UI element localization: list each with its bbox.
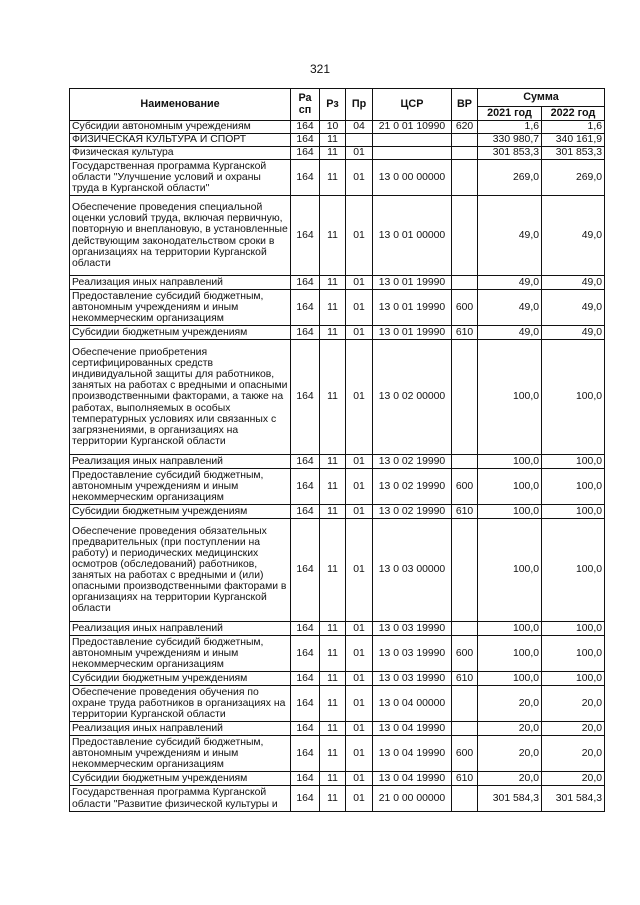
row-rasp: 164	[291, 455, 320, 469]
row-rz: 11	[320, 147, 346, 160]
table-row	[70, 786, 605, 812]
table-row	[70, 326, 605, 340]
row-rz: 11	[320, 672, 346, 686]
row-vr	[452, 160, 478, 196]
row-sum-2022: 100,0	[542, 340, 605, 455]
row-name: Субсидии бюджетным учреждениям	[70, 505, 291, 519]
row-pr: 01	[346, 505, 373, 519]
row-sum-2022: 49,0	[542, 196, 605, 276]
row-sum-2021: 20,0	[478, 772, 542, 786]
row-rasp: 164	[291, 469, 320, 505]
row-rasp: 164	[291, 636, 320, 672]
row-vr: 600	[452, 469, 478, 505]
row-sum-2022: 20,0	[542, 772, 605, 786]
table-row	[70, 121, 605, 134]
row-rz: 11	[320, 686, 346, 722]
row-csr: 13 0 02 00000	[373, 340, 452, 455]
row-vr	[452, 147, 478, 160]
row-rz: 11	[320, 160, 346, 196]
row-rasp: 164	[291, 736, 320, 772]
table-row	[70, 134, 605, 147]
row-sum-2022: 49,0	[542, 276, 605, 290]
row-csr: 13 0 04 19990	[373, 722, 452, 736]
row-pr: 01	[346, 160, 373, 196]
row-sum-2022: 100,0	[542, 519, 605, 622]
row-sum-2022: 100,0	[542, 672, 605, 686]
row-rz: 11	[320, 326, 346, 340]
row-pr: 01	[346, 636, 373, 672]
row-rasp: 164	[291, 326, 320, 340]
row-name: Предоставление субсидий бюджетным, автономным учреждениям и иным некоммерческим организациям	[70, 636, 291, 672]
header-sum: Сумма	[478, 89, 605, 107]
row-vr	[452, 622, 478, 636]
row-sum-2022: 340 161,9	[542, 134, 605, 147]
row-rz: 11	[320, 134, 346, 147]
table-row	[70, 772, 605, 786]
header-csr: ЦСР	[373, 89, 452, 121]
row-sum-2022: 269,0	[542, 160, 605, 196]
row-csr: 13 0 03 19990	[373, 672, 452, 686]
row-rz: 11	[320, 290, 346, 326]
row-name: Субсидии автономным учреждениям	[70, 121, 291, 134]
row-pr: 01	[346, 672, 373, 686]
row-vr	[452, 686, 478, 722]
row-rz: 11	[320, 276, 346, 290]
row-pr: 01	[346, 290, 373, 326]
row-pr	[346, 134, 373, 147]
header-rz: Рз	[320, 89, 346, 121]
row-name: Физическая культура	[70, 147, 291, 160]
row-pr: 01	[346, 469, 373, 505]
row-rasp: 164	[291, 622, 320, 636]
row-rz: 11	[320, 340, 346, 455]
row-name: Субсидии бюджетным учреждениям	[70, 672, 291, 686]
table-row	[70, 519, 605, 622]
row-sum-2022: 49,0	[542, 326, 605, 340]
table-row	[70, 276, 605, 290]
row-sum-2021: 100,0	[478, 455, 542, 469]
row-pr: 01	[346, 519, 373, 622]
row-pr: 01	[346, 686, 373, 722]
row-rz: 11	[320, 786, 346, 812]
row-sum-2022: 100,0	[542, 636, 605, 672]
row-csr	[373, 147, 452, 160]
row-rz: 11	[320, 519, 346, 622]
row-name: Субсидии бюджетным учреждениям	[70, 772, 291, 786]
table-row	[70, 290, 605, 326]
row-sum-2021: 269,0	[478, 160, 542, 196]
row-vr: 610	[452, 326, 478, 340]
row-vr	[452, 134, 478, 147]
header-2021: 2021 год	[478, 107, 542, 121]
header-rasp: Ра сп	[291, 89, 320, 121]
row-name: Государственная программа Курганской области "Улучшение условий и охраны труда в Курганской области"	[70, 160, 291, 196]
row-pr: 01	[346, 786, 373, 812]
row-pr: 04	[346, 121, 373, 134]
row-rasp: 164	[291, 786, 320, 812]
row-rz: 11	[320, 622, 346, 636]
row-sum-2022: 301 584,3	[542, 786, 605, 812]
row-rasp: 164	[291, 686, 320, 722]
row-pr: 01	[346, 622, 373, 636]
row-vr: 620	[452, 121, 478, 134]
row-vr: 600	[452, 290, 478, 326]
row-name: Обеспечение проведения специальной оценки условий труда, включая первичную, повторную и внеплановую, в установленные действующим законодательством сроки в организациях на территории Курганской области	[70, 196, 291, 276]
header-vr: ВР	[452, 89, 478, 121]
row-vr	[452, 196, 478, 276]
row-sum-2021: 20,0	[478, 736, 542, 772]
row-sum-2021: 49,0	[478, 290, 542, 326]
row-sum-2021: 100,0	[478, 505, 542, 519]
row-rz: 11	[320, 736, 346, 772]
row-sum-2022: 1,6	[542, 121, 605, 134]
row-vr	[452, 455, 478, 469]
row-csr: 13 0 03 00000	[373, 519, 452, 622]
row-sum-2021: 20,0	[478, 722, 542, 736]
row-vr	[452, 519, 478, 622]
row-name: Субсидии бюджетным учреждениям	[70, 326, 291, 340]
row-csr: 13 0 02 19990	[373, 505, 452, 519]
row-sum-2022: 20,0	[542, 722, 605, 736]
row-sum-2022: 49,0	[542, 290, 605, 326]
row-vr: 610	[452, 505, 478, 519]
row-csr: 13 0 01 19990	[373, 326, 452, 340]
table-row	[70, 722, 605, 736]
table-row	[70, 340, 605, 455]
row-pr: 01	[346, 455, 373, 469]
row-rz: 11	[320, 469, 346, 505]
budget-table	[69, 88, 605, 812]
row-name: Предоставление субсидий бюджетным, автономным учреждениям и иным некоммерческим организациям	[70, 469, 291, 505]
row-rz: 11	[320, 722, 346, 736]
row-name: Государственная программа Курганской области "Развитие физической культуры и	[70, 786, 291, 812]
row-rasp: 164	[291, 772, 320, 786]
row-pr: 01	[346, 147, 373, 160]
row-pr: 01	[346, 772, 373, 786]
row-rasp: 164	[291, 722, 320, 736]
row-vr	[452, 340, 478, 455]
row-vr	[452, 786, 478, 812]
table-row	[70, 196, 605, 276]
row-csr: 21 0 01 10990	[373, 121, 452, 134]
row-name: Предоставление субсидий бюджетным, автономным учреждениям и иным некоммерческим организациям	[70, 290, 291, 326]
row-name: ФИЗИЧЕСКАЯ КУЛЬТУРА И СПОРТ	[70, 134, 291, 147]
row-sum-2022: 301 853,3	[542, 147, 605, 160]
row-sum-2022: 100,0	[542, 469, 605, 505]
row-rasp: 164	[291, 519, 320, 622]
row-rasp: 164	[291, 672, 320, 686]
row-pr: 01	[346, 196, 373, 276]
row-pr: 01	[346, 326, 373, 340]
row-csr	[373, 134, 452, 147]
row-pr: 01	[346, 340, 373, 455]
row-rasp: 164	[291, 340, 320, 455]
table-row	[70, 672, 605, 686]
row-csr: 13 0 04 00000	[373, 686, 452, 722]
row-sum-2021: 100,0	[478, 340, 542, 455]
row-rz: 11	[320, 196, 346, 276]
row-name: Реализация иных направлений	[70, 722, 291, 736]
row-name: Реализация иных направлений	[70, 276, 291, 290]
row-csr: 21 0 00 00000	[373, 786, 452, 812]
table-row	[70, 160, 605, 196]
table-row	[70, 622, 605, 636]
row-rz: 10	[320, 121, 346, 134]
row-sum-2021: 100,0	[478, 469, 542, 505]
page-number: 321	[309, 62, 331, 76]
row-vr: 600	[452, 636, 478, 672]
header-pr: Пр	[346, 89, 373, 121]
row-vr: 610	[452, 672, 478, 686]
row-csr: 13 0 03 19990	[373, 636, 452, 672]
row-csr: 13 0 03 19990	[373, 622, 452, 636]
row-csr: 13 0 01 19990	[373, 276, 452, 290]
row-name: Предоставление субсидий бюджетным, автономным учреждениям и иным некоммерческим организациям	[70, 736, 291, 772]
header-2022: 2022 год	[542, 107, 605, 121]
row-csr: 13 0 00 00000	[373, 160, 452, 196]
row-csr: 13 0 04 19990	[373, 736, 452, 772]
row-vr	[452, 276, 478, 290]
row-sum-2021: 100,0	[478, 672, 542, 686]
row-name: Обеспечение приобретения сертифицированных средств индивидуальной защиты для работников, занятых на работах с вредными и опасными производственными факторами, а также на работах, выполняемых в особых температурных условиях или связанных с загрязнениями, в организациях на территории Курганской области	[70, 340, 291, 455]
row-csr: 13 0 02 19990	[373, 455, 452, 469]
row-vr: 610	[452, 772, 478, 786]
table-row	[70, 736, 605, 772]
row-sum-2021: 301 853,3	[478, 147, 542, 160]
row-sum-2021: 49,0	[478, 326, 542, 340]
row-rasp: 164	[291, 134, 320, 147]
row-rasp: 164	[291, 505, 320, 519]
row-sum-2021: 100,0	[478, 622, 542, 636]
row-pr: 01	[346, 736, 373, 772]
row-vr	[452, 722, 478, 736]
row-pr: 01	[346, 722, 373, 736]
row-rz: 11	[320, 505, 346, 519]
row-rasp: 164	[291, 290, 320, 326]
row-rz: 11	[320, 772, 346, 786]
row-sum-2022: 100,0	[542, 505, 605, 519]
row-sum-2021: 49,0	[478, 196, 542, 276]
row-sum-2022: 100,0	[542, 455, 605, 469]
row-csr: 13 0 02 19990	[373, 469, 452, 505]
row-name: Обеспечение проведения обучения по охране труда работников в организациях на территории Курганской области	[70, 686, 291, 722]
row-sum-2021: 49,0	[478, 276, 542, 290]
row-csr: 13 0 04 19990	[373, 772, 452, 786]
table-row	[70, 505, 605, 519]
row-rasp: 164	[291, 276, 320, 290]
row-sum-2022: 20,0	[542, 736, 605, 772]
row-rz: 11	[320, 636, 346, 672]
row-sum-2021: 330 980,7	[478, 134, 542, 147]
row-sum-2021: 100,0	[478, 636, 542, 672]
row-csr: 13 0 01 19990	[373, 290, 452, 326]
row-sum-2021: 20,0	[478, 686, 542, 722]
row-csr: 13 0 01 00000	[373, 196, 452, 276]
row-rasp: 164	[291, 160, 320, 196]
row-rasp: 164	[291, 147, 320, 160]
table-row	[70, 147, 605, 160]
header-name: Наименование	[70, 89, 291, 121]
table-row	[70, 636, 605, 672]
row-sum-2022: 100,0	[542, 622, 605, 636]
row-rz: 11	[320, 455, 346, 469]
row-sum-2021: 1,6	[478, 121, 542, 134]
row-vr: 600	[452, 736, 478, 772]
table-row	[70, 469, 605, 505]
row-name: Обеспечение проведения обязательных предварительных (при поступлении на работу) и периодических медицинских осмотров (обследований) работников, занятых на работах с вредными и (или) опасными производственными факторами в организациях на территории Курганской области	[70, 519, 291, 622]
row-sum-2022: 20,0	[542, 686, 605, 722]
row-name: Реализация иных направлений	[70, 622, 291, 636]
row-sum-2021: 100,0	[478, 519, 542, 622]
row-rasp: 164	[291, 196, 320, 276]
row-name: Реализация иных направлений	[70, 455, 291, 469]
table-row	[70, 686, 605, 722]
row-pr: 01	[346, 276, 373, 290]
row-sum-2021: 301 584,3	[478, 786, 542, 812]
row-rasp: 164	[291, 121, 320, 134]
table-row	[70, 455, 605, 469]
